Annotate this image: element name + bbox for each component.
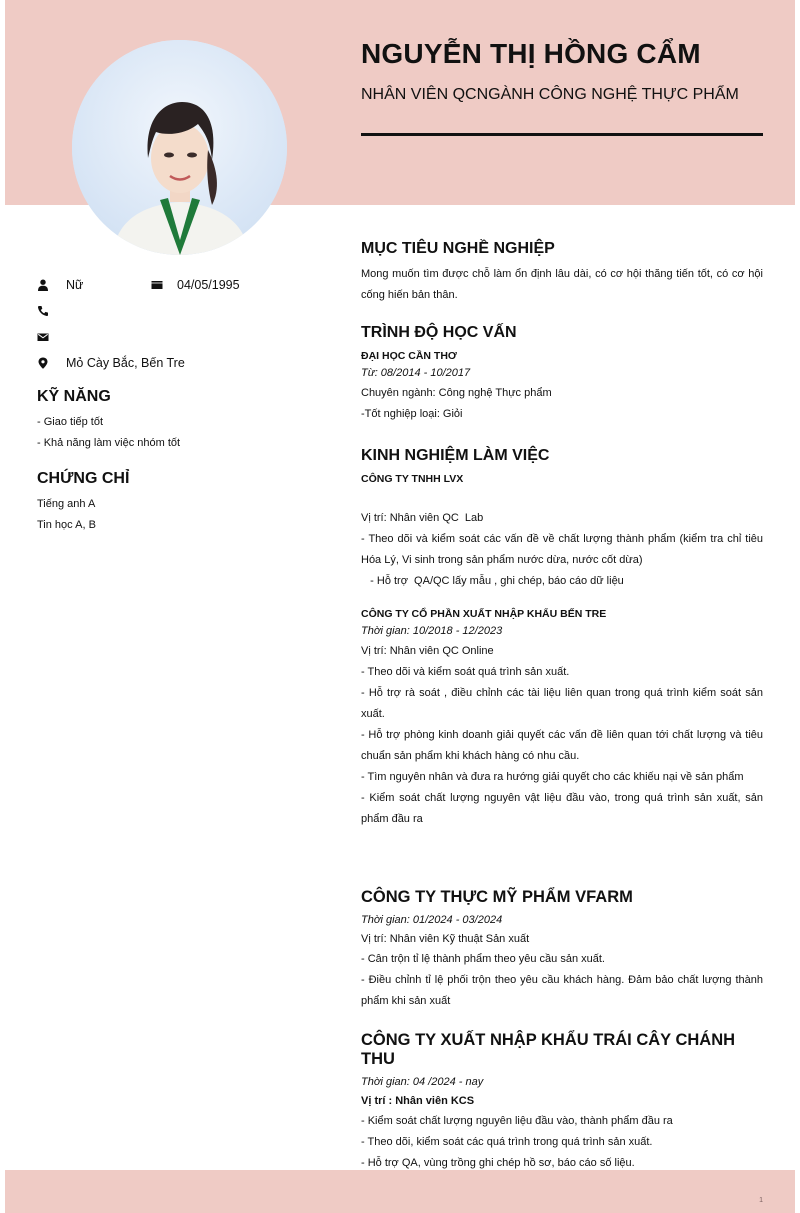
objective-text: Mong muốn tìm được chỗ làm ổn định lâu dài, có cơ hội thăng tiến tốt, có cơ hội cống hiến bản thân. <box>361 268 763 301</box>
education-section <box>361 324 763 425</box>
gender-value: Nữ <box>66 278 84 292</box>
calendar-icon <box>151 279 163 291</box>
experience-section <box>361 447 763 592</box>
job-duty: - Tìm nguyên nhân và đưa ra hướng giải quyết cho các khiếu nại về sản phẩm <box>361 771 744 783</box>
dob-value: 04/05/1995 <box>177 278 240 292</box>
experience-title: KINH NGHIỆM LÀM VIỆC <box>361 447 550 464</box>
job-duty: - Theo dõi và kiểm soát các vấn đề về chất lượng thành phẩm (kiểm tra chỉ tiêu Hóa Lý, Vi sinh trong sản phẩm nước dừa, nước cốt dừa) <box>361 533 763 566</box>
job-duty: - Hỗ trợ phòng kinh doanh giải quyết các vấn đề liên quan tới chất lượng và tiêu chuẩn sản phẩm khi khách hàng có nhu cầu. <box>361 729 763 762</box>
dob-group <box>151 278 240 292</box>
certificate-item: Tin học A, B <box>37 519 96 531</box>
job-duty: - Kiểm soát chất lượng nguyên vật liệu đầu vào, trong quá trình sản xuất, sản phẩm đầu ra <box>361 792 763 825</box>
job-duty: - Hỗ trợ QA, vùng trồng ghi chép hồ sơ, báo cáo số liệu. <box>361 1157 635 1169</box>
company-name: CÔNG TY THỰC MỸ PHẨM VFARM <box>361 888 633 906</box>
contact-row-phone <box>37 298 327 324</box>
user-icon <box>37 279 49 291</box>
cv-page <box>5 0 795 1213</box>
job-period: Thời gian: 04 /2024 - nay <box>361 1076 484 1088</box>
objective-section <box>361 240 763 306</box>
job-duty: - Kiểm soát chất lượng nguyên liệu đầu vào, thành phẩm đầu ra <box>361 1115 673 1127</box>
education-grade: -Tốt nghiệp loại: Giỏi <box>361 408 463 420</box>
title-divider <box>361 133 763 136</box>
job-period: Thời gian: 10/2018 - 12/2023 <box>361 625 503 637</box>
education-title: TRÌNH ĐỘ HỌC VẤN <box>361 324 517 341</box>
skill-item: - Khả năng làm việc nhóm tốt <box>37 437 181 449</box>
job-entry <box>361 1031 763 1174</box>
location-icon <box>37 357 49 369</box>
job-duty: - Theo dõi, kiểm soát các quá trình trong quá trình sản xuất. <box>361 1136 653 1148</box>
education-period: Từ: 08/2014 - 10/2017 <box>361 367 471 379</box>
page-number: 1 <box>759 1197 763 1204</box>
company-name: CÔNG TY TNHH LVX <box>361 473 464 485</box>
avatar <box>72 40 287 255</box>
contact-info <box>37 272 327 376</box>
contact-row-email <box>37 324 327 350</box>
job-duty: - Hỗ trợ QA/QC lấy mẫu , ghi chép, báo cáo dữ liệu <box>361 575 624 587</box>
job-position: Vị trí: Nhân viên QC Lab <box>361 512 484 524</box>
skills-title: KỸ NĂNG <box>37 388 111 405</box>
contact-row-gender <box>37 272 327 298</box>
job-position: Vị trí: Nhân viên Kỹ thuật Sản xuất <box>361 933 530 945</box>
profile-photo <box>72 40 287 255</box>
email-icon <box>37 331 49 343</box>
job-entry <box>361 888 763 1012</box>
address-value: Mỏ Cày Bắc, Bến Tre <box>66 356 185 370</box>
company-name: CÔNG TY CỔ PHẦN XUẤT NHẬP KHẨU BẾN TRE <box>361 608 607 620</box>
job-entry <box>361 606 763 830</box>
job-period: Thời gian: 01/2024 - 03/2024 <box>361 914 503 926</box>
certificates-section <box>37 470 327 536</box>
skill-item: - Giao tiếp tốt <box>37 416 104 428</box>
school-name: ĐẠI HỌC CẦN THƠ <box>361 350 457 362</box>
contact-row-address <box>37 350 327 376</box>
objective-title: MỤC TIÊU NGHỀ NGHIỆP <box>361 240 555 257</box>
certificate-item: Tiếng anh A <box>37 498 96 510</box>
education-major: Chuyên ngành: Công nghệ Thực phẩm <box>361 387 552 399</box>
job-position: Vị trí: Nhân viên QC Online <box>361 645 494 657</box>
job-title: NHÂN VIÊN QCNGÀNH CÔNG NGHỆ THỰC PHẨM <box>361 86 739 103</box>
job-duty: - Hỗ trợ rà soát , điều chỉnh các tài liệu liên quan trong quá trình kiểm soát sản xuất. <box>361 687 763 720</box>
phone-icon <box>37 305 49 317</box>
job-duty: - Theo dõi và kiểm soát quá trình sản xuất. <box>361 666 570 678</box>
job-duty: - Cân trộn tỉ lệ thành phẩm theo yêu cầu sản xuất. <box>361 953 605 965</box>
footer-band <box>5 1170 795 1213</box>
skills-section <box>37 388 327 454</box>
job-duty: - Điều chỉnh tỉ lệ phối trộn theo yêu cầu khách hàng. Đảm bảo chất lượng thành phẩm khi sản xuất <box>361 974 763 1007</box>
job-position: Vị trí : Nhân viên KCS <box>361 1095 475 1107</box>
company-name: CÔNG TY XUẤT NHẬP KHẨU TRÁI CÂY CHÁNH THU <box>361 1031 736 1068</box>
candidate-name: NGUYỄN THỊ HỒNG CẨM <box>361 38 701 69</box>
certificates-title: CHỨNG CHỈ <box>37 470 130 487</box>
